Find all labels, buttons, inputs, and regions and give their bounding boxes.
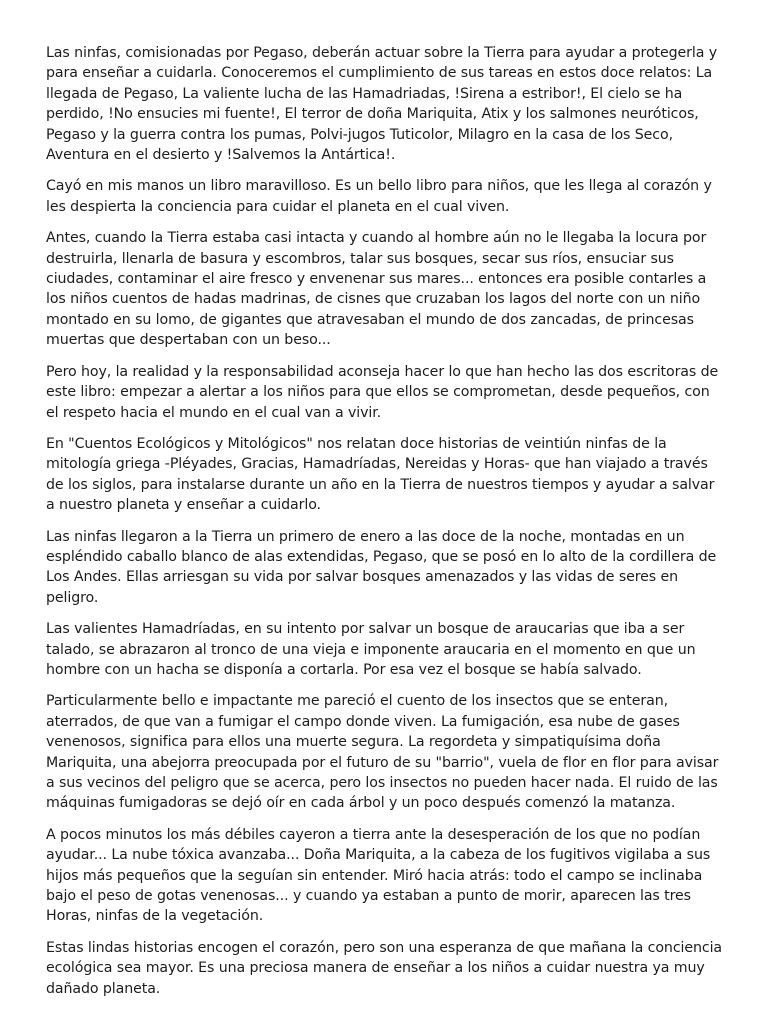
paragraph: En "Cuentos Ecológicos y Mitológicos" nos relatan doce historias de veintiún ninfas de la mitología griega -Pléyades, Gracias, Hamadríadas, Nereidas y Horas- que han viajado a través de los siglos, para instalarse durante un año en la Tierra de nuestros tiempos y ayudar a salvar a nuestro planeta y enseñar a cuidarlo. <box>46 435 715 514</box>
paragraph: Pero hoy, la realidad y la responsabilidad aconseja hacer lo que han hecho las dos escritoras de este libro: empezar a alertar a los niños para que ellos se comprometan, desde pequeños, con el respeto hacia el mundo en el cual van a vivir. <box>46 363 719 421</box>
paragraph: Estas lindas historias encogen el corazón, pero son una esperanza de que mañana la conciencia ecológica sea mayor. Es una preciosa manera de enseñar a los niños a cuidar nuestra ya muy dañado planeta. <box>46 939 723 997</box>
paragraph: A pocos minutos los más débiles cayeron a tierra ante la desesperación de los que no podían ayudar... La nube tóxica avanzaba... Doña Mariquita, a la cabeza de los fugitivos vigilaba a sus hijos más pequeños que la seguían sin entender. Miró hacia atrás: todo el campo se inclinaba bajo el peso de gotas venenosas... y cuando ya estaban a punto de morir, aparecen las tres Horas, ninfas de la vegetación. <box>46 826 711 925</box>
paragraph: Las valientes Hamadríadas, en su intento por salvar un bosque de araucarias que iba a ser talado, se abrazaron al tronco de una vieja e imponente araucaria en el momento en que un hombre con un hacha se disponía a cortarla. Por esa vez el bosque se había salvado. <box>46 621 696 678</box>
paragraph: Las ninfas, comisionadas por Pegaso, deberán actuar sobre la Tierra para ayudar a protegerla y para enseñar a cuidarla. Conoceremos el cumplimiento de sus tareas en estos doce relatos: La llegada de Pegaso, La valiente lucha de las Hamadriadas, !Sirena a estribor!, El cielo se ha perdido, !No ensucies mi fuente!, El terror de doña Mariquita, Atix y los salmones neuróticos, Pegaso y la guerra contra los pumas, Polvi-jugos Tuticolor, Milagro en la casa de los Seco, Aventura en el desierto y !Salvemos la Antártica!. <box>46 45 718 164</box>
document-body <box>46 43 726 1010</box>
paragraph: Particularmente bello e impactante me pareció el cuento de los insectos que se enteran, aterrados, de que van a fumigar el campo donde viven. La fumigación, esa nube de gases venenosos, significa para ellos una muerte segura. La regordeta y simpatiquísima doña Mariquita, una abejorra preocupada por el futuro de su "barrio", vuela de flor en flor para avisar a sus vecinos del peligro que se acerca, pero los insectos no pueden hacer nada. El ruido de las máquinas fumigadoras se dejó oír en cada árbol y un poco después comenzó la matanza. <box>46 693 719 812</box>
paragraph: Las ninfas llegaron a la Tierra un primero de enero a las doce de la noche, montadas en un espléndido caballo blanco de alas extendidas, Pegaso, que se posó en lo alto de la cordillera de Los Andes. Ellas arriesgan su vida por salvar bosques amenazados y las vidas de seres en peligro. <box>46 528 717 606</box>
paragraph: Cayó en mis manos un libro maravilloso. Es un bello libro para niños, que les llega al corazón y les despierta la conciencia para cuidar el planeta en el cual viven. <box>46 178 712 215</box>
paragraph: Antes, cuando la Tierra estaba casi intacta y cuando al hombre aún no le llegaba la locura por destruirla, llenarla de basura y escombros, talar sus bosques, secar sus ríos, ensuciar sus ciudades, contaminar el aire fresco y envenenar sus mares... entonces era posible contarles a los niños cuentos de hadas madrinas, de cisnes que cruzaban los lagos del norte con un niño montado en su lomo, de gigantes que atravesaban el mundo de dos zancadas, de princesas muertas que despertaban con un beso... <box>46 230 707 349</box>
